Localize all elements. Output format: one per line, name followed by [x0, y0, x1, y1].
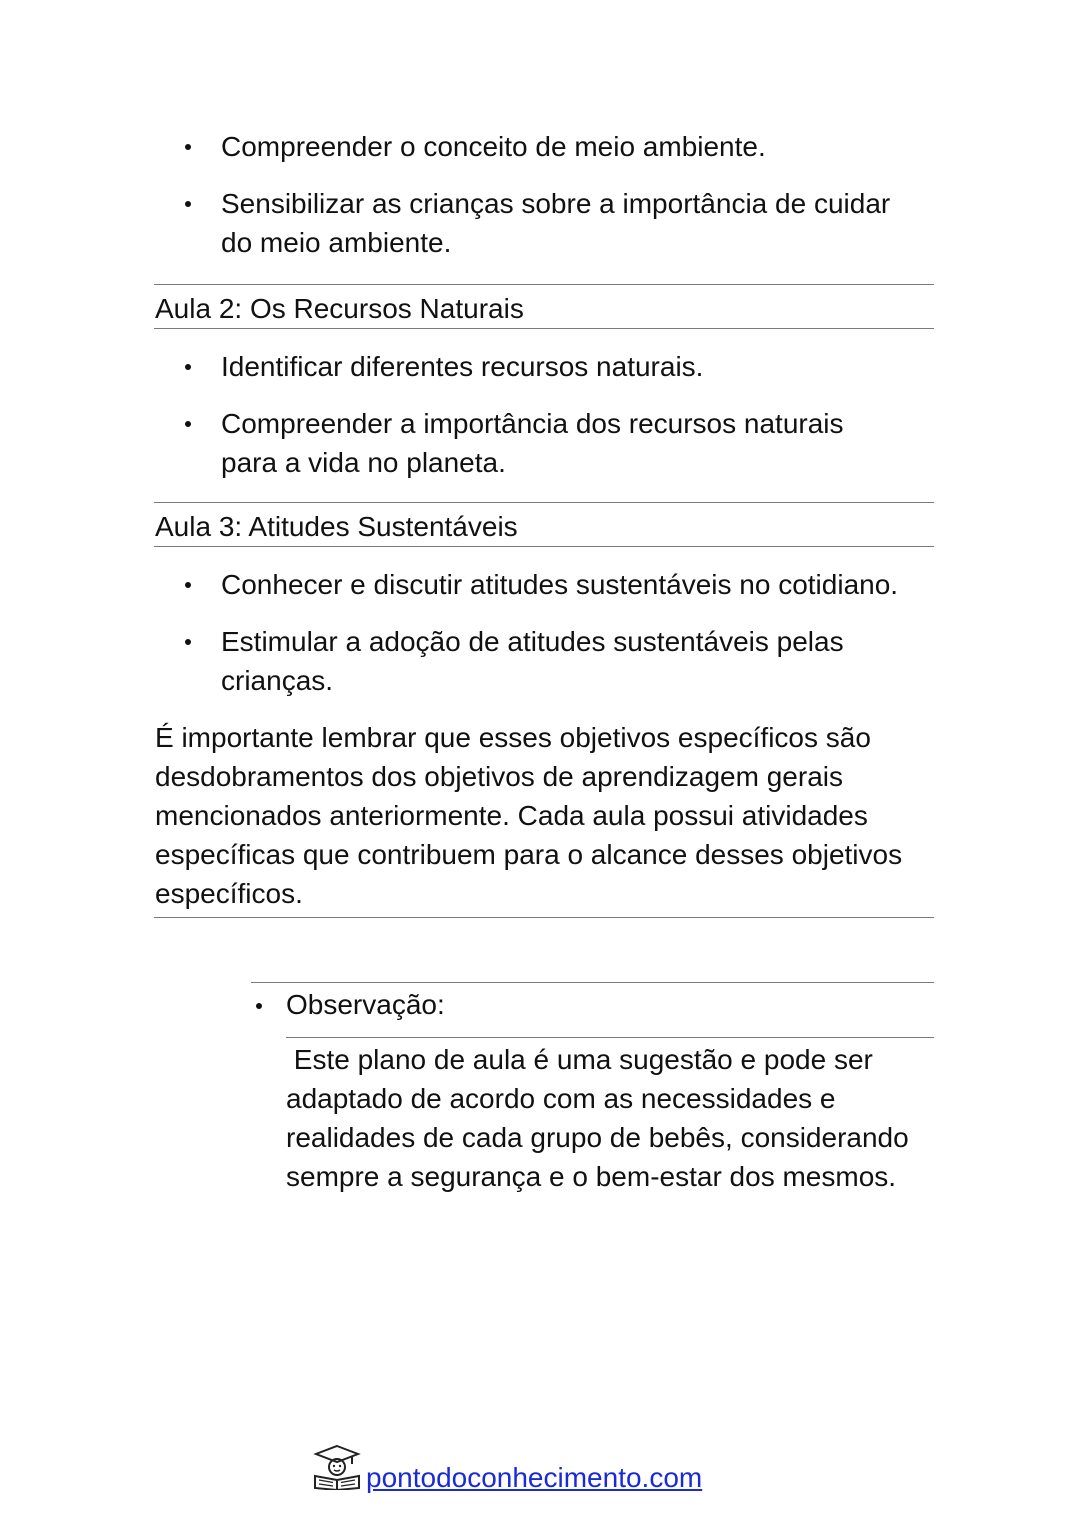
- list-item-text: Identificar diferentes recursos naturais.: [221, 351, 704, 382]
- list-item-text: Conhecer e discutir atitudes sustentáveis no cotidiano.: [221, 569, 899, 600]
- divider: [154, 328, 934, 329]
- observation-label: Observação:: [286, 989, 445, 1020]
- list-item-text: Estimular a adoção de atitudes sustentáveis pelas crianças.: [221, 626, 844, 696]
- observation-text: Este plano de aula é uma sugestão e pode ser adaptado de acordo com as necessidades e realidades de cada grupo de bebês, considerando sempre a segurança e o bem-estar dos mesmos.: [286, 1044, 917, 1192]
- bullet-icon: [256, 1003, 262, 1009]
- bullet-icon: [185, 421, 191, 427]
- document-page: [154, 0, 934, 918]
- list-item: [154, 565, 1001, 604]
- bullet-icon: [185, 582, 191, 588]
- list-item: [154, 622, 881, 700]
- footer: [312, 1444, 702, 1495]
- graduate-reading-book-icon: [312, 1444, 362, 1495]
- aula1-objectives-list: [154, 127, 934, 262]
- aula3-objectives-list: [154, 565, 934, 700]
- list-item: [154, 404, 881, 482]
- bullet-icon: [185, 144, 191, 150]
- bullet-icon: [185, 364, 191, 370]
- list-item: [154, 347, 921, 386]
- divider: [154, 546, 934, 547]
- list-item-text: Compreender o conceito de meio ambiente.: [221, 131, 766, 162]
- closing-paragraph: É importante lembrar que esses objetivos específicos são desdobramentos dos objetivos de aprendizagem gerais mencionados anteriormente. Cada aula possui atividades específicas que contribuem para o alcance desses objetivos específicos.: [155, 722, 903, 909]
- list-item-text: Compreender a importância dos recursos naturais para a vida no planeta.: [221, 408, 844, 478]
- list-item-text: Sensibilizar as crianças sobre a importância de cuidar do meio ambiente.: [221, 188, 891, 258]
- observation-label-item: [251, 983, 934, 1037]
- list-item: [154, 127, 921, 166]
- bullet-icon: [185, 639, 191, 645]
- aula2-objectives-list: [154, 347, 934, 482]
- list-item: [154, 184, 921, 262]
- website-link[interactable]: pontodoconhecimento.com: [366, 1462, 703, 1493]
- section-heading: Aula 2: Os Recursos Naturais: [155, 293, 524, 324]
- bullet-icon: [185, 201, 191, 207]
- divider: [154, 917, 934, 918]
- section-heading: Aula 3: Atitudes Sustentáveis: [155, 511, 518, 542]
- observation-block: [251, 982, 934, 1196]
